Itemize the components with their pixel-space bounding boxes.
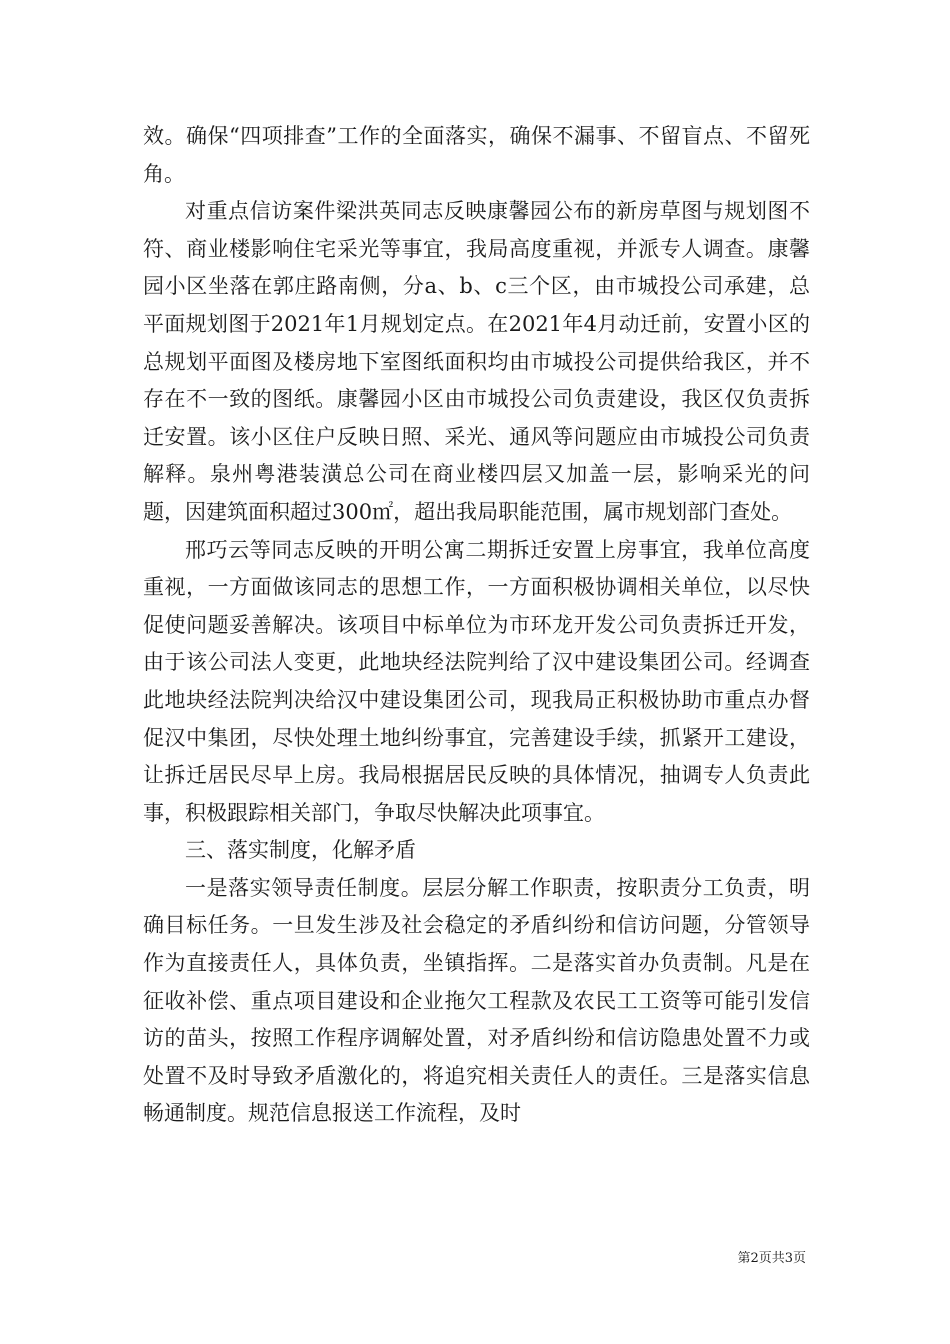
paragraph-continuation: 效。确保“四项排查”工作的全面落实，确保不漏事、不留盲点、不留死角。: [143, 124, 810, 186]
document-body: [143, 118, 810, 1133]
page-number: 第2页共3页: [737, 1251, 806, 1266]
paragraph-kangxinyuan-case: 对重点信访案件梁洪英同志反映康馨园公布的新房草图与规划图不符、商业楼影响住宅采光等事宜，我局高度重视，并派专人调查。康馨园小区坐落在郭庄路南侧，分a、b、c三个区，由市城投公司承建，总平面规划图于2021年1月规划定点。在2021年4月动迁前，安置小区的总规划平面图及楼房地下室图纸面积均由市城投公司提供给我区，并不存在不一致的图纸。康馨园小区由市城投公司负责建设，我区仅负责拆迁安置。该小区住户反映日照、采光、通风等问题应由市城投公司负责解释。泉州粤港装潢总公司在商业楼四层又加盖一层，影响采光的问题，因建筑面积超过300㎡，超出我局职能范围，属市规划部门查处。: [143, 199, 810, 524]
section-heading: 三、落实制度，化解矛盾: [185, 838, 416, 863]
paragraph-kaiming-apartment-case: 邢巧云等同志反映的开明公寓二期拆迁安置上房事宜，我单位高度重视，一方面做该同志的思想工作，一方面积极协调相关单位，以尽快促使问题妥善解决。该项目中标单位为市环龙开发公司负责拆迁开发，由于该公司法人变更，此地块经法院判给了汉中建设集团公司。经调查此地块经法院判决给汉中建设集团公司，现我局正积极协助市重点办督促汉中集团，尽快处理土地纠纷事宜，完善建设手续，抓紧开工建设，让拆迁居民尽早上房。我局根据居民反映的具体情况，抽调专人负责此事，积极跟踪相关部门，争取尽快解决此项事宜。: [143, 537, 810, 825]
paragraph-systems: 一是落实领导责任制度。层层分解工作职责，按职责分工负责，明确目标任务。一旦发生涉及社会稳定的矛盾纠纷和信访问题，分管领导作为直接责任人，具体负责，坐镇指挥。二是落实首办负责制。凡是在征收补偿、重点项目建设和企业拖欠工程款及农民工工资等可能引发信访的苗头，按照工作程序调解处置，对矛盾纠纷和信访隐患处置不力或处置不及时导致矛盾激化的，将追究相关责任人的责任。三是落实信息畅通制度。规范信息报送工作流程，及时: [143, 875, 810, 1126]
